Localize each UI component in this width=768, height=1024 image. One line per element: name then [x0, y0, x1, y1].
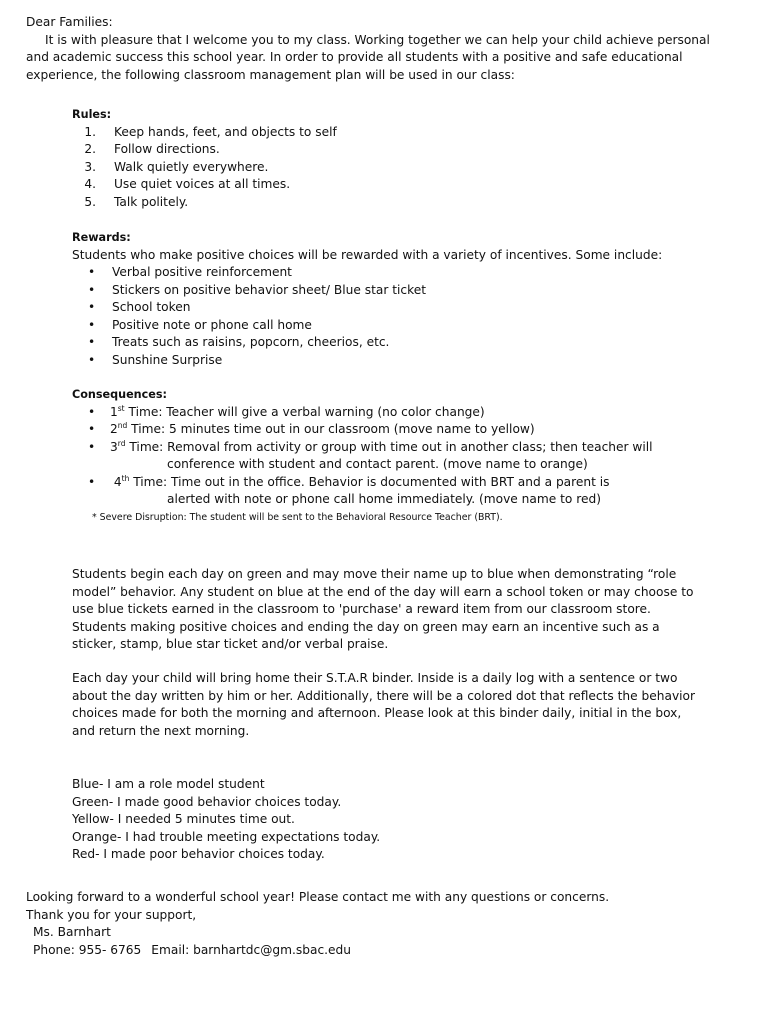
closing-section [26, 889, 609, 959]
reward-item: •Verbal positive reinforcement [72, 264, 662, 282]
reward-item: •School token [72, 299, 662, 317]
consequence-continuation: alerted with note or phone call home immediately. (move name to red) [167, 492, 601, 506]
rule-item: 2. Follow directions. [84, 142, 220, 156]
consequences-section [72, 386, 653, 526]
thanks-line: Thank you for your support, [26, 907, 197, 922]
rewards-intro: Students who make positive choices will be rewarded with a variety of incentives. Some include: [72, 247, 663, 262]
color-key-item: Blue- I am a role model student [72, 777, 265, 791]
paragraph-text: Each day your child will bring home their S.T.A.R binder. Inside is a daily log with a sentence or two about the day written by him or her. Additionally, there will be a colored dot that reflects the behavior choices made for both the morning and afternoon. Please look at this binder daily, initial in the box, and return the next morning. [72, 671, 696, 738]
email-text: Email: barnhartdc@gm.sbac.edu [151, 942, 351, 957]
consequence-item: • 4th Time: Time out in the office. Behavior is documented with BRT and a parent is [72, 474, 653, 492]
rules-heading: Rules: [72, 108, 112, 121]
consequence-item: •2nd Time: 5 minutes time out in our classroom (move name to yellow) [72, 421, 653, 439]
contact-line [26, 942, 609, 960]
signature-name: Ms. Barnhart [33, 925, 111, 939]
color-system-paragraph [72, 566, 702, 654]
rule-item: 1. Keep hands, feet, and objects to self [84, 124, 337, 139]
consequence-continuation: conference with student and contact parent. (move name to orange) [167, 457, 588, 471]
color-key-list [72, 776, 380, 864]
rules-section [72, 106, 337, 211]
binder-paragraph [72, 670, 702, 740]
greeting: Dear Families: [26, 15, 113, 29]
reward-item: •Positive note or phone call home [72, 317, 662, 335]
closing-line: Looking forward to a wonderful school year! Please contact me with any questions or concerns. [26, 890, 610, 904]
consequence-item: •1st Time: Teacher will give a verbal warning (no color change) [72, 404, 653, 422]
reward-item: •Treats such as raisins, popcorn, cheerios, etc. [72, 334, 662, 352]
rule-item: 4. Use quiet voices at all times. [84, 177, 291, 191]
consequence-item: •3rd Time: Removal from activity or group with time out in another class; then teacher will [72, 439, 653, 457]
rule-item: 5. Talk politely. [84, 194, 189, 209]
severe-disruption-note: * Severe Disruption: The student will be sent to the Behavioral Resource Teacher (BRT). [92, 511, 503, 523]
paragraph-text: Students begin each day on green and may move their name up to blue when demonstrating “role model” behavior. Any student on blue at the end of the day will earn a school token or may choose to use blue tickets earned in the classroom to 'purchase' a reward item from our classroom store. Students making positive choices and ending the day on green may earn an incentive such as a sticker, stamp, blue star ticket and/or verbal praise. [72, 567, 694, 651]
consequences-heading: Consequences: [72, 388, 167, 401]
phone-text: Phone: 955- 6765 [33, 942, 142, 957]
reward-item: •Sunshine Surprise [72, 352, 662, 370]
rewards-heading: Rewards: [72, 231, 131, 244]
reward-item: •Stickers on positive behavior sheet/ Blue star ticket [72, 282, 662, 300]
color-key-item: Red- I made poor behavior choices today. [72, 847, 325, 861]
color-key-item: Green- I made good behavior choices today. [72, 794, 342, 809]
color-key-item: Orange- I had trouble meeting expectations today. [72, 829, 381, 844]
rewards-section [72, 229, 662, 369]
rules-list [72, 124, 337, 212]
color-key-item: Yellow- I needed 5 minutes time out. [72, 812, 295, 826]
intro-section [26, 14, 726, 84]
rule-item: 3. Walk quietly everywhere. [84, 159, 269, 174]
intro-paragraph: It is with pleasure that I welcome you to my class. Working together we can help your child achieve personal and academic success this school year. In order to provide all students with a positive and safe educational experience, the following classroom management plan will be used in our class: [26, 32, 710, 82]
